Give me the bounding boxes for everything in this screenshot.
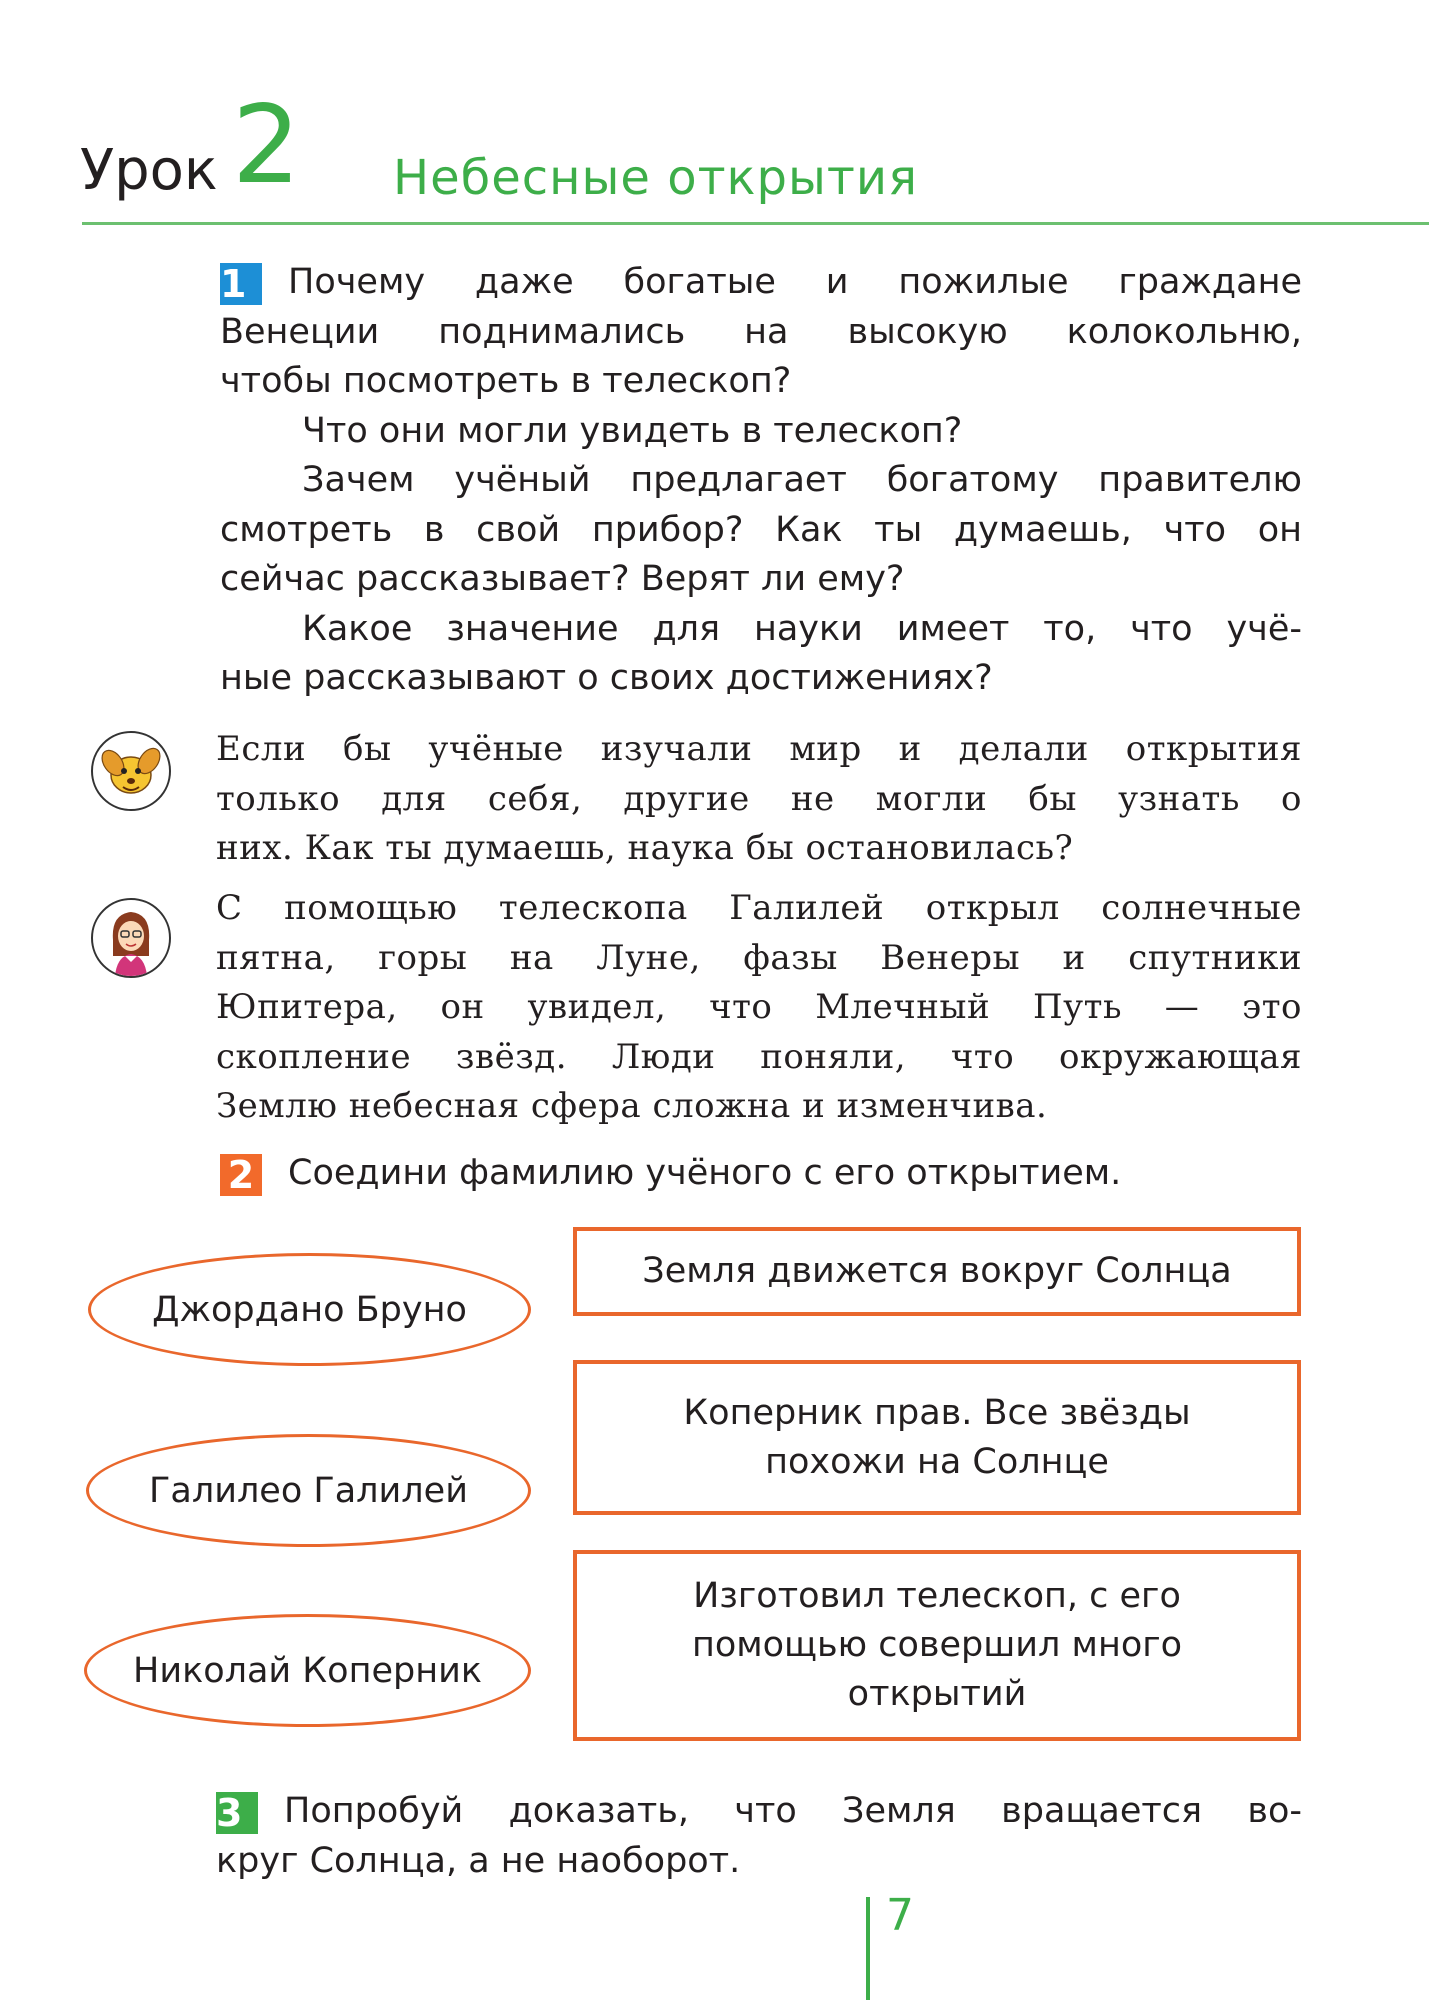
task1-block bbox=[220, 258, 1302, 704]
girl-character-icon bbox=[91, 898, 171, 978]
discovery-text: помощью совершил много bbox=[691, 1625, 1183, 1665]
task1-line: Венеции поднимались на высокую колокольню, bbox=[220, 311, 1302, 352]
girl-note-line: Землю небесная сфера сложна и изменчива. bbox=[216, 1086, 1048, 1126]
discovery-text: Коперник прав. Все звёзды bbox=[683, 1392, 1191, 1433]
task2-prompt: 2 Соедини фамилию учёного с его открытием. bbox=[220, 1149, 1302, 1199]
dog-note-line: только для себя, другие не могли бы узнать о bbox=[216, 778, 1302, 819]
task-number-badge: 3 bbox=[216, 1792, 258, 1834]
girl-note-line: С помощью телескопа Галилей открыл солнечные bbox=[216, 888, 1302, 928]
discovery-box-earth-moves[interactable] bbox=[573, 1227, 1301, 1316]
scientist-oval-bruno[interactable] bbox=[88, 1253, 531, 1366]
lesson-word: Урок bbox=[80, 138, 218, 203]
girl-note-line: Юпитера, он увидел, что Млечный Путь — это bbox=[216, 987, 1302, 1027]
girl-note-line: скопление звёзд. Люди поняли, что окружающая bbox=[216, 1036, 1302, 1077]
scientist-name: Галилео Галилей bbox=[149, 1470, 468, 1511]
lesson-number: 2 bbox=[232, 83, 301, 208]
page-number: 7 bbox=[886, 1890, 914, 1941]
discovery-box-stars-like-sun[interactable] bbox=[573, 1360, 1301, 1515]
task3-line: круг Солнца, а не наоборот. bbox=[216, 1840, 741, 1881]
scientist-oval-copernicus[interactable] bbox=[84, 1614, 531, 1727]
scientist-oval-galileo[interactable] bbox=[86, 1434, 531, 1547]
discovery-text: Земля движется вокруг Солнца bbox=[642, 1251, 1232, 1291]
discovery-text: похожи на Солнце bbox=[765, 1441, 1109, 1482]
lesson-title: Небесные открытия bbox=[393, 150, 918, 206]
task1-line: сейчас рассказывает? Верят ли ему? bbox=[220, 559, 905, 599]
page-number-rule bbox=[866, 1897, 870, 2000]
discovery-text: Изготовил телескоп, с его bbox=[693, 1576, 1181, 1616]
task1-line: Зачем учёный предлагает богатому правителю bbox=[302, 460, 1302, 500]
task-number-badge: 1 bbox=[220, 263, 262, 305]
task1-line: смотреть в свой прибор? Как ты думаешь, что он bbox=[220, 509, 1302, 550]
task-number-badge: 2 bbox=[220, 1154, 262, 1196]
discovery-box-telescope[interactable] bbox=[573, 1550, 1301, 1741]
task3-block bbox=[216, 1787, 1302, 1886]
task1-line: ные рассказывают о своих достижениях? bbox=[220, 658, 993, 698]
task1-line: чтобы посмотреть в телескоп? bbox=[220, 361, 792, 401]
task1-line: 1 Почему даже богатые и пожилые граждане bbox=[220, 262, 1302, 306]
discovery-text: открытий bbox=[847, 1674, 1027, 1714]
task1-line: Какое значение для науки имеет то, что учё- bbox=[302, 608, 1302, 649]
task1-line: Что они могли увидеть в телескоп? bbox=[302, 410, 963, 451]
girl-note bbox=[216, 884, 1302, 1132]
header-divider bbox=[82, 222, 1429, 225]
dog-note-line: них. Как ты думаешь, наука бы остановилась? bbox=[216, 828, 1074, 868]
girl-note-line: пятна, горы на Луне, фазы Венеры и спутники bbox=[216, 937, 1302, 978]
dog-note-line: Если бы учёные изучали мир и делали открытия bbox=[216, 729, 1302, 769]
scientist-name: Николай Коперник bbox=[133, 1650, 482, 1691]
dog-character-icon bbox=[91, 731, 171, 811]
dog-note bbox=[216, 725, 1302, 874]
task3-line: 3 Попробуй доказать, что Земля вращается во- bbox=[216, 1791, 1302, 1835]
scientist-name: Джордано Бруно bbox=[152, 1289, 467, 1330]
